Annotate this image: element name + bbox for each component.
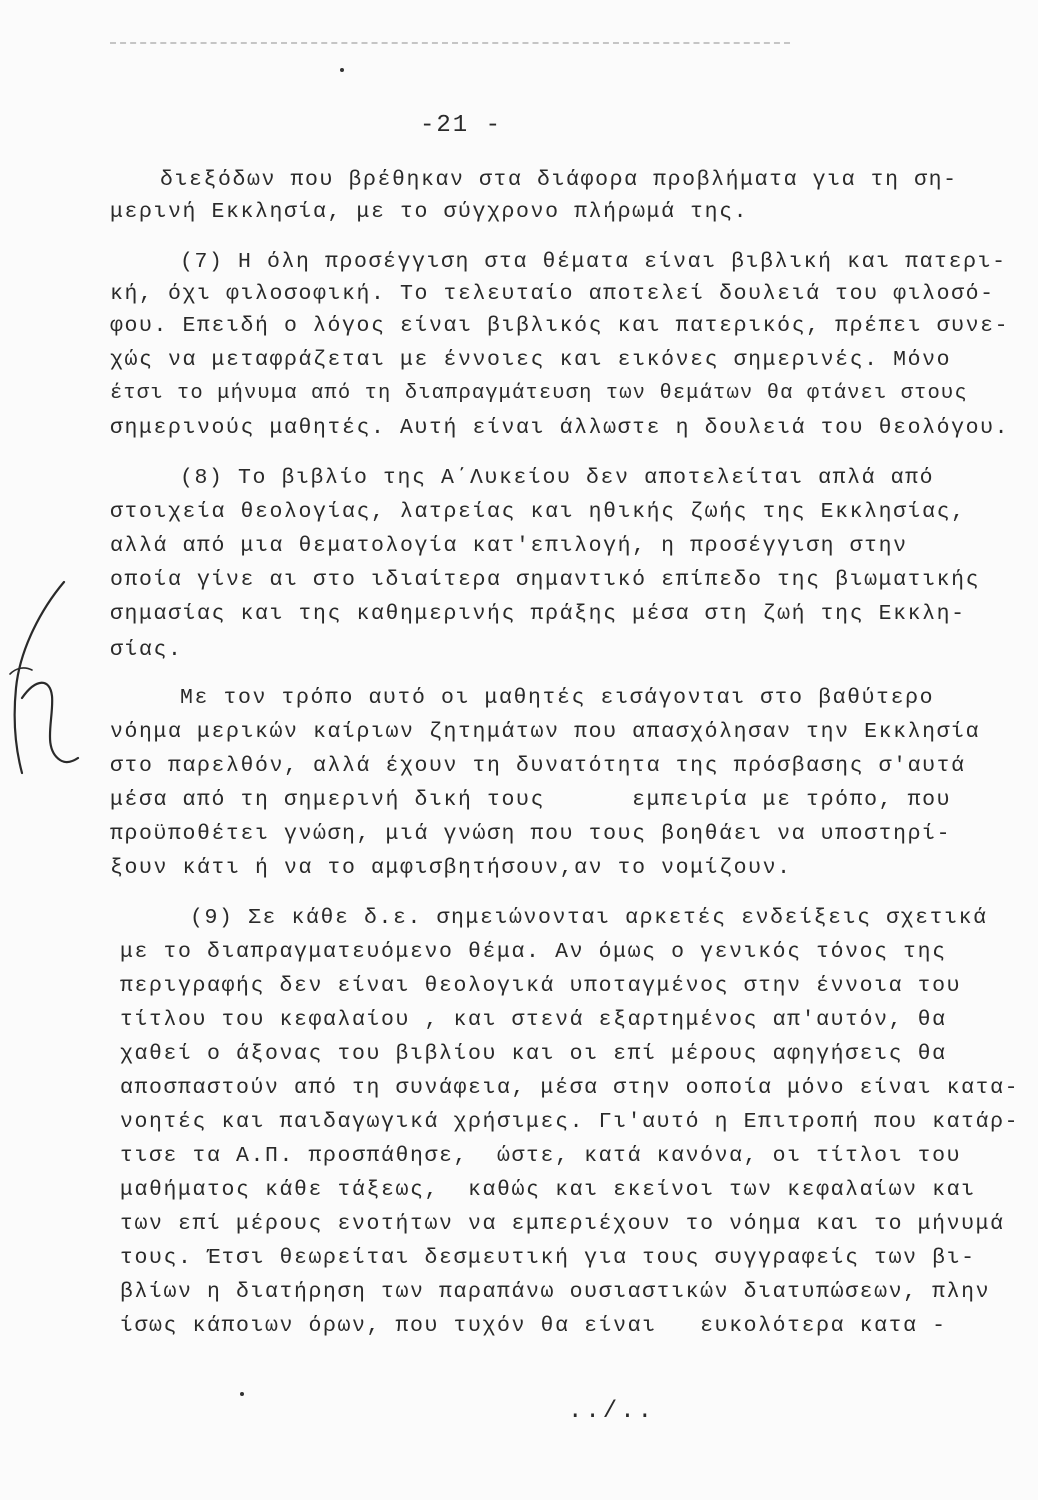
stray-dot bbox=[240, 1392, 244, 1396]
text-line: σημασίας και της καθημερινής πράξης μέσα στη ζωή της Εκκλη- bbox=[110, 602, 966, 626]
text-line: σίας. bbox=[110, 638, 183, 662]
text-line: νόημα μερικών καίριων ζητημάτων που απασχόλησαν την Εκκλησία bbox=[110, 720, 981, 744]
text-line: τίτλου του κεφαλαίου , και στενά εξαρτημένος απ'αυτόν, θα bbox=[120, 1008, 947, 1032]
text-line: αλλά από μια θεματολογία κατ'επιλογή, η προσέγγιση στην bbox=[110, 534, 908, 558]
text-line: σημερινούς μαθητές. Αυτή είναι άλλωστε η δουλειά του θεολόγου. bbox=[110, 416, 1010, 440]
text-line: διεξόδων που βρέθηκαν στα διάφορα προβλήματα για τη ση- bbox=[160, 168, 958, 192]
handwritten-margin-initial-icon bbox=[2, 578, 82, 778]
text-line: μέσα από τη σημερινή δική τους εμπειρία με τρόπο, που bbox=[110, 788, 952, 812]
text-line: φου. Επειδή ο λόγος είναι βιβλικός και πατερικός, πρέπει συνε- bbox=[110, 314, 1010, 338]
text-line: χαθεί ο άξονας του βιβλίου και οι επί μέρους αφηγήσεις θα bbox=[120, 1042, 947, 1066]
continuation-mark: ../.. bbox=[568, 1398, 656, 1425]
text-line: μαθήματος κάθε τάξεως, καθώς και εκείνοι των κεφαλαίων και bbox=[120, 1178, 976, 1202]
text-line: νοητές και παιδαγωγικά χρήσιμες. Γι'αυτό η Επιτροπή που κατάρ- bbox=[120, 1110, 1020, 1134]
text-line: με το διαπραγματευόμενο θέμα. Αν όμως ο γενικός τόνος της bbox=[120, 940, 947, 964]
text-line: ίσως κάποιων όρων, που τυχόν θα είναι ευκολότερα κατα - bbox=[120, 1314, 947, 1338]
text-line: αποσπαστούν από τη συνάφεια, μέσα στην οοποία μόνο είναι κατα- bbox=[120, 1076, 1020, 1100]
text-line: χώς να μεταφράζεται με έννοιες και εικόνες σημερινές. Μόνο bbox=[110, 348, 952, 372]
top-edge-rule bbox=[110, 42, 790, 44]
text-line: στο παρελθόν, αλλά έχουν τη δυνατότητα της πρόσβασης σ'αυτά bbox=[110, 754, 966, 778]
text-line: Με τον τρόπο αυτό οι μαθητές εισάγονται στο βαθύτερο bbox=[180, 686, 935, 710]
text-line: ξουν κάτι ή να το αμφισβητήσουν,αν το νομίζουν. bbox=[110, 856, 792, 880]
text-line: μερινή Εκκλησία, με το σύγχρονο πλήρωμά της. bbox=[110, 200, 749, 224]
text-line: οποία γίνε αι στο ιδιαίτερα σημαντικό επίπεδο της βιωματικής bbox=[110, 568, 981, 592]
stray-dot bbox=[340, 68, 344, 72]
text-line: τισε τα Α.Π. προσπάθησε, ώστε, κατά κανόνα, οι τίτλοι του bbox=[120, 1144, 962, 1168]
text-line: βλίων η διατήρηση των παραπάνω ουσιαστικών διατυπώσεων, πλην bbox=[120, 1280, 991, 1304]
page-number: -21 - bbox=[420, 112, 503, 139]
text-line: των επί μέρους ενοτήτων να εμπεριέχουν το νόημα και το μήνυμά bbox=[120, 1212, 1005, 1236]
text-line: περιγραφής δεν είναι θεολογικά υποταγμένος στην έννοια του bbox=[120, 974, 962, 998]
text-line: έτσι το μήνυμα από τη διαπραγμάτευση των θεμάτων θα φτάνει στους bbox=[110, 382, 968, 405]
text-line: κή, όχι φιλοσοφική. Το τελευταίο αποτελεί δουλειά του φιλοσό- bbox=[110, 282, 995, 306]
text-line: (8) Το βιβλίο της Α΄Λυκείου δεν αποτελείται απλά από bbox=[180, 466, 935, 490]
text-line: τους. Έτσι θεωρείται δεσμευτική για τους συγγραφείς των βι- bbox=[120, 1246, 976, 1270]
text-line: (9) Σε κάθε δ.ε. σημειώνονται αρκετές ενδείξεις σχετικά bbox=[190, 906, 988, 930]
text-line: (7) Η όλη προσέγγιση στα θέματα είναι βιβλική και πατερι- bbox=[180, 250, 1007, 274]
text-line: στοιχεία θεολογίας, λατρείας και ηθικής ζωής της Εκκλησίας, bbox=[110, 500, 966, 524]
text-line: προϋποθέτει γνώση, μιά γνώση που τους βοηθάει να υποστηρί- bbox=[110, 822, 952, 846]
